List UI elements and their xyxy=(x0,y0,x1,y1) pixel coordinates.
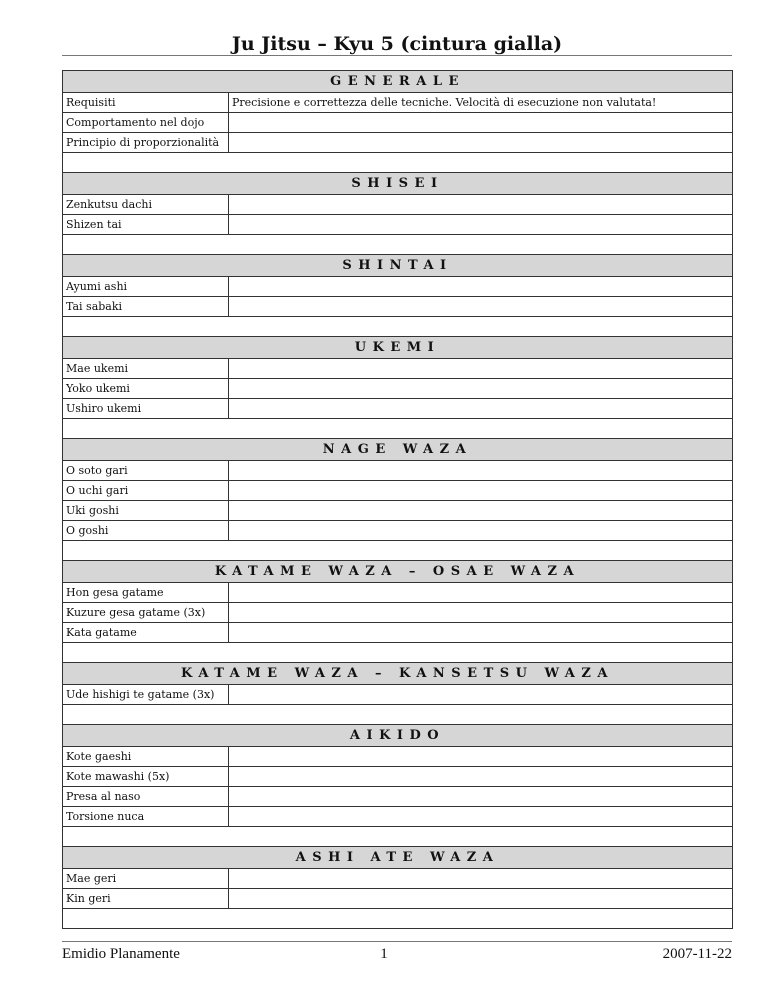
footer-rule xyxy=(62,941,732,942)
footer-author: Emidio Planamente xyxy=(62,946,180,962)
section-header-row xyxy=(63,71,733,93)
criterion-label: O soto gari xyxy=(63,461,229,481)
section-heading: KATAME WAZA – KANSETSU WAZA xyxy=(63,663,733,685)
spacer-row xyxy=(63,317,733,337)
table-row xyxy=(63,869,733,889)
section-header-row xyxy=(63,173,733,195)
section-heading: GENERALE xyxy=(63,71,733,93)
table-row xyxy=(63,195,733,215)
criterion-value-cell[interactable] xyxy=(229,807,733,827)
table-row xyxy=(63,359,733,379)
criterion-label: O uchi gari xyxy=(63,481,229,501)
document-title: Ju Jitsu – Kyu 5 (cintura gialla) xyxy=(231,33,563,55)
criterion-value-cell[interactable] xyxy=(229,277,733,297)
section-header-row xyxy=(63,561,733,583)
table-row xyxy=(63,787,733,807)
criterion-value-cell[interactable] xyxy=(229,359,733,379)
spacer-cell xyxy=(63,705,733,725)
criterion-label: Torsione nuca xyxy=(63,807,229,827)
criterion-value-cell[interactable] xyxy=(229,583,733,603)
criterion-label: Uki goshi xyxy=(63,501,229,521)
criterion-value-cell[interactable] xyxy=(229,685,733,705)
table-row xyxy=(63,501,733,521)
section-header-row xyxy=(63,725,733,747)
criterion-label: Principio di proporzionalità xyxy=(63,133,229,153)
criterion-label: Mae geri xyxy=(63,869,229,889)
criterion-value-cell[interactable] xyxy=(229,767,733,787)
table-row xyxy=(63,277,733,297)
criterion-label: Requisiti xyxy=(63,93,229,113)
section-heading: KATAME WAZA – OSAE WAZA xyxy=(63,561,733,583)
table-row xyxy=(63,113,733,133)
table-row xyxy=(63,521,733,541)
table-row xyxy=(63,603,733,623)
footer-date: 2007-11-22 xyxy=(662,946,732,962)
table-row xyxy=(63,215,733,235)
criterion-label: Presa al naso xyxy=(63,787,229,807)
spacer-cell xyxy=(63,643,733,663)
spacer-row xyxy=(63,909,733,929)
criterion-label: Comportamento nel dojo xyxy=(63,113,229,133)
table-row xyxy=(63,93,733,113)
section-heading: NAGE WAZA xyxy=(63,439,733,461)
section-heading: ASHI ATE WAZA xyxy=(63,847,733,869)
table-row xyxy=(63,461,733,481)
spacer-cell xyxy=(63,235,733,255)
spacer-cell xyxy=(63,317,733,337)
table-row xyxy=(63,767,733,787)
section-header-row xyxy=(63,847,733,869)
section-header-row xyxy=(63,255,733,277)
criterion-value-cell[interactable] xyxy=(229,461,733,481)
criterion-label: Ushiro ukemi xyxy=(63,399,229,419)
criterion-label: Shizen tai xyxy=(63,215,229,235)
criterion-value-cell[interactable] xyxy=(229,889,733,909)
criterion-label: Mae ukemi xyxy=(63,359,229,379)
criterion-value-cell[interactable] xyxy=(229,215,733,235)
criterion-value-cell[interactable] xyxy=(229,787,733,807)
table-row xyxy=(63,399,733,419)
criterion-value-cell[interactable] xyxy=(229,623,733,643)
spacer-row xyxy=(63,827,733,847)
table-row xyxy=(63,133,733,153)
criterion-value-cell[interactable] xyxy=(229,501,733,521)
table-row xyxy=(63,481,733,501)
spacer-cell xyxy=(63,541,733,561)
criterion-label: Kuzure gesa gatame (3x) xyxy=(63,603,229,623)
criterion-label: O goshi xyxy=(63,521,229,541)
spacer-row xyxy=(63,541,733,561)
criterion-label: Ude hishigi te gatame (3x) xyxy=(63,685,229,705)
table-row xyxy=(63,807,733,827)
table-row xyxy=(63,623,733,643)
section-heading: AIKIDO xyxy=(63,725,733,747)
section-heading: SHINTAI xyxy=(63,255,733,277)
criterion-label: Ayumi ashi xyxy=(63,277,229,297)
table-row xyxy=(63,583,733,603)
criterion-label: Hon gesa gatame xyxy=(63,583,229,603)
criterion-value-cell[interactable] xyxy=(229,113,733,133)
criterion-value-cell[interactable] xyxy=(229,521,733,541)
footer-page-number: 1 xyxy=(380,946,388,962)
title-rule xyxy=(62,55,732,56)
spacer-cell xyxy=(63,827,733,847)
criterion-value-cell[interactable] xyxy=(229,869,733,889)
spacer-cell xyxy=(63,419,733,439)
criterion-label: Kata gatame xyxy=(63,623,229,643)
table-row xyxy=(63,297,733,317)
spacer-row xyxy=(63,235,733,255)
evaluation-table xyxy=(62,70,733,929)
criterion-label: Kote mawashi (5x) xyxy=(63,767,229,787)
table-row xyxy=(63,685,733,705)
criterion-value-cell[interactable] xyxy=(229,603,733,623)
spacer-row xyxy=(63,705,733,725)
criterion-label: Yoko ukemi xyxy=(63,379,229,399)
table-row xyxy=(63,889,733,909)
table-row xyxy=(63,747,733,767)
section-header-row xyxy=(63,337,733,359)
evaluation-table-body xyxy=(63,71,733,929)
criterion-value-cell[interactable] xyxy=(229,399,733,419)
section-heading: SHISEI xyxy=(63,173,733,195)
criterion-label: Kote gaeshi xyxy=(63,747,229,767)
table-row xyxy=(63,379,733,399)
spacer-row xyxy=(63,419,733,439)
criterion-label: Kin geri xyxy=(63,889,229,909)
spacer-cell xyxy=(63,909,733,929)
criterion-value-cell[interactable] xyxy=(229,133,733,153)
spacer-cell xyxy=(63,153,733,173)
criterion-label: Tai sabaki xyxy=(63,297,229,317)
section-heading: UKEMI xyxy=(63,337,733,359)
section-header-row xyxy=(63,439,733,461)
spacer-row xyxy=(63,643,733,663)
criterion-value-cell[interactable] xyxy=(229,297,733,317)
criterion-value-cell[interactable]: Precisione e correttezza delle tecniche. Velocità di esecuzione non valutata! xyxy=(229,93,733,113)
spacer-row xyxy=(63,153,733,173)
criterion-label: Zenkutsu dachi xyxy=(63,195,229,215)
criterion-value-cell[interactable] xyxy=(229,195,733,215)
criterion-value-cell[interactable] xyxy=(229,481,733,501)
criterion-value-cell[interactable] xyxy=(229,747,733,767)
section-header-row xyxy=(63,663,733,685)
criterion-value-cell[interactable] xyxy=(229,379,733,399)
